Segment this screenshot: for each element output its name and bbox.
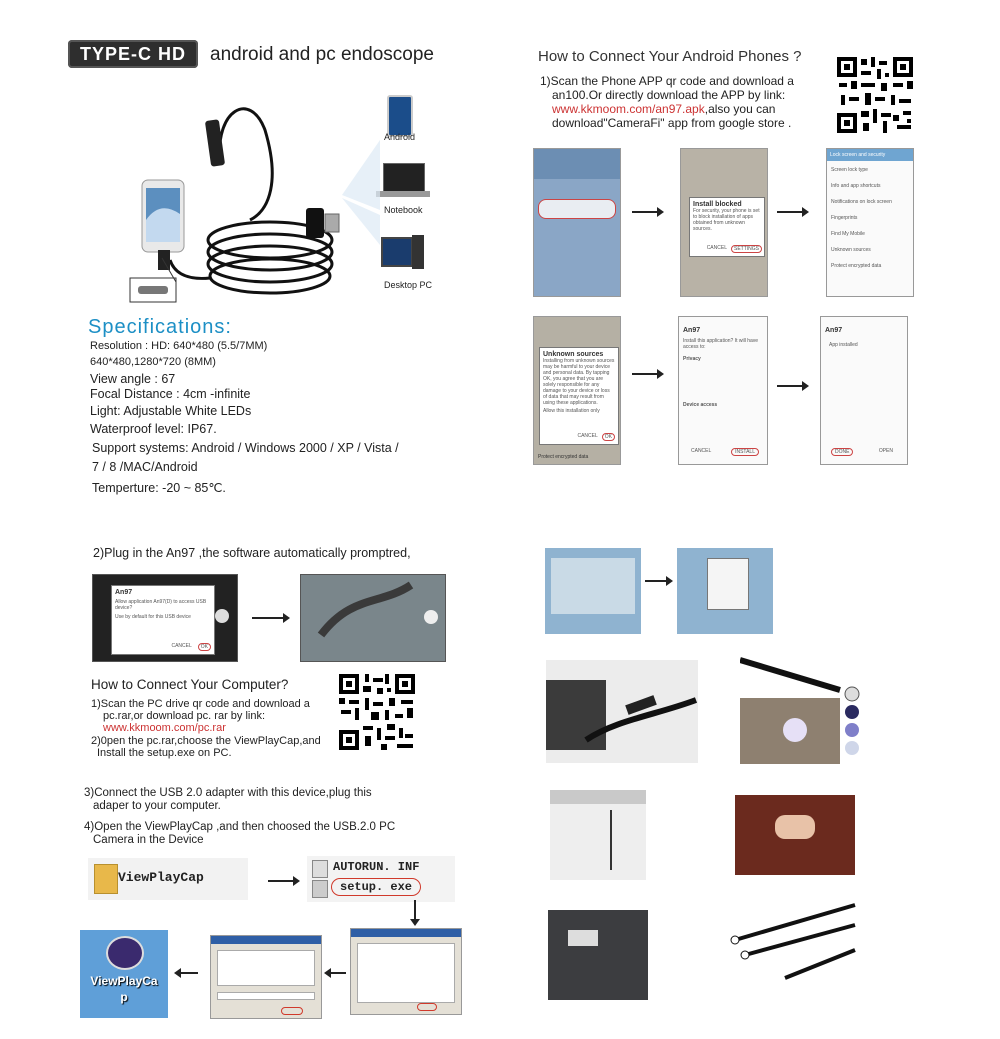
install-blocked-screenshot xyxy=(680,148,768,297)
protect-encrypted-label: Protect encrypted data xyxy=(538,454,589,460)
camera-shutter-icon[interactable] xyxy=(215,609,229,623)
install-cancel[interactable]: CANCEL xyxy=(691,448,712,454)
laptop-lid xyxy=(550,790,646,804)
install-button[interactable]: INSTALL xyxy=(731,448,759,456)
install-blocked-cancel[interactable]: CANCEL xyxy=(706,245,727,251)
unknown-sources-text: Installing from unknown sources may be harmful to your device and personal data. By tapping OK, you agree that you are solely responsible for any damage to your device or loss of data that may result from using these applications. xyxy=(543,358,615,406)
pc-connect-heading: How to Connect Your Computer? xyxy=(91,677,289,692)
spec-view-angle: View angle : 67 xyxy=(90,372,176,386)
arrow-right xyxy=(777,385,803,387)
arrow-right xyxy=(777,211,803,213)
app-installed-text: App installed xyxy=(829,342,858,348)
desktop-label: Desktop PC xyxy=(384,280,433,290)
pc-tower xyxy=(412,235,424,269)
install-question: Install this application? It will have access to: xyxy=(683,338,759,350)
finish-button[interactable] xyxy=(281,1007,303,1015)
pc-step4-line1: 4)Open the ViewPlayCap ,and then choosed the USB.2.0 PC xyxy=(84,821,396,833)
arrow-down xyxy=(414,900,416,920)
window-titlebar xyxy=(211,936,321,944)
pc-step2-line1: 2)0pen the pc.rar,choose the ViewPlayCap,and xyxy=(91,735,321,747)
android-label: Android xyxy=(384,132,416,142)
camera-view-screenshot xyxy=(300,574,446,662)
exe-file-icon xyxy=(312,880,328,898)
unknown-sources-title: Unknown sources xyxy=(543,351,604,358)
usb-ok[interactable]: OK xyxy=(198,643,211,651)
download-notification xyxy=(538,199,616,219)
setting-item-unknown-sources[interactable]: Unknown sources xyxy=(831,247,871,253)
setting-item[interactable]: Notifications on lock screen xyxy=(831,199,892,205)
type-c-hd-badge: TYPE-C HD xyxy=(68,40,198,68)
pc-step4-line2: Camera in the Device xyxy=(93,834,204,846)
setup-wizard-screen-2 xyxy=(210,935,322,1019)
usb-prompt-heading: 2)Plug in the An97 ,the software automatically promptred, xyxy=(93,546,411,560)
setup-exe-file[interactable]: setup. exe xyxy=(331,878,421,896)
spec-resolution-8mm: 640*480,1280*720 (8MM) xyxy=(90,356,216,368)
camera-feed-image xyxy=(301,575,445,661)
notebook-label: Notebook xyxy=(384,205,423,215)
cable-drawing xyxy=(546,660,698,763)
arrow-right xyxy=(252,617,284,619)
android-phone-image xyxy=(387,95,413,137)
usb-c-cable-photo xyxy=(546,660,698,763)
accessories-photo xyxy=(725,900,860,980)
device-menu xyxy=(707,558,749,610)
android-apk-link[interactable]: www.kkmoom.com/an97.apk xyxy=(552,102,705,116)
allow-once-checkbox[interactable]: Allow this installation only xyxy=(543,408,600,414)
desktop-icon-label-line1: ViewPlayCa xyxy=(90,974,158,988)
android-connect-heading: How to Connect Your Android Phones ? xyxy=(538,48,802,65)
pc-step2-line2: Install the setup.exe on PC. xyxy=(97,747,232,759)
specifications-title: Specifications: xyxy=(88,316,232,338)
pc-rar-link[interactable]: www.kkmoom.com/pc.rar xyxy=(103,722,226,734)
next-button[interactable] xyxy=(417,1003,437,1011)
phone-in-hand xyxy=(568,930,598,946)
android-step1-line1: 1)Scan the Phone APP qr code and download a xyxy=(540,74,794,88)
hand-area xyxy=(775,815,815,839)
arrow-right xyxy=(632,373,658,375)
spec-light: Light: Adjustable White LEDs xyxy=(90,404,252,418)
setting-item[interactable]: Find My Mobile xyxy=(831,231,865,237)
install-blocked-settings[interactable]: SETTINGS xyxy=(731,245,762,253)
setting-item[interactable]: Screen lock type xyxy=(831,167,868,173)
endoscope-illustration xyxy=(120,90,350,315)
android-step1-line4: download"CameraFi" app from google store . xyxy=(552,116,792,130)
pc-step3-line1: 3)Connect the USB 2.0 adapter with this device,plug this xyxy=(84,787,372,799)
autorun-inf-file[interactable]: AUTORUN. INF xyxy=(333,860,420,874)
setting-item[interactable]: Protect encrypted data xyxy=(831,263,882,269)
spec-focal-distance: Focal Distance : 4cm -infinite xyxy=(90,387,251,401)
usb-cancel[interactable]: CANCEL xyxy=(171,643,192,649)
license-text-area xyxy=(357,943,455,1003)
usb-default-checkbox[interactable]: Use by default for this USB device xyxy=(115,614,191,620)
device-access-section: Device access xyxy=(683,402,718,408)
usb-dialog-app: An97 xyxy=(115,589,133,596)
lens-drawing xyxy=(740,650,870,765)
setting-item[interactable]: Fingerprints xyxy=(831,215,858,221)
file-list-area xyxy=(217,950,315,986)
viewplaycap-folder-item[interactable] xyxy=(88,858,248,900)
pc-step1-line1: 1)Scan the PC drive qr code and download a xyxy=(91,698,310,710)
viewplaycap-app-icon xyxy=(106,936,144,970)
installed-app-name: An97 xyxy=(825,327,843,334)
android-step1-line2: an100.Or directly download the APP by link: xyxy=(552,88,786,102)
inf-file-icon xyxy=(312,860,328,878)
notification-shade-screenshot xyxy=(533,148,621,297)
lock-screen-title: Lock screen and security xyxy=(827,149,913,161)
unknown-sources-screenshot xyxy=(533,316,621,465)
window-titlebar xyxy=(351,929,461,937)
folder-label: ViewPlayCap xyxy=(118,870,204,885)
spec-support-systems: Support systems: Android / Windows 2000 / XP / Vista / xyxy=(92,441,399,455)
unknown-sources-cancel[interactable]: CANCEL xyxy=(577,433,598,439)
usb-dialog-text: Allow application An97(D) to access USB device? xyxy=(115,599,207,611)
probe-line xyxy=(610,810,612,870)
installer-files-list xyxy=(307,856,455,902)
spec-temperature: Temperture: -20 ~ 85℃. xyxy=(92,481,226,495)
install-permissions-screenshot xyxy=(678,316,768,465)
pc-step1-line2: pc.rar,or download pc. rar by link: xyxy=(103,710,266,722)
install-blocked-text: For security, your phone is set to block installation of apps obtained from unknown sources. xyxy=(693,208,760,232)
arrow-right xyxy=(645,580,667,582)
android-step1-also: ,also you can xyxy=(704,102,776,116)
arrow-left xyxy=(180,972,198,974)
folder-icon xyxy=(94,864,118,894)
app-installed-screenshot xyxy=(820,316,908,465)
arrow-left xyxy=(330,972,346,974)
open-button[interactable]: OPEN xyxy=(878,448,893,454)
arrow-right xyxy=(632,211,658,213)
lock-screen-settings-screenshot xyxy=(826,148,914,297)
arrow-right xyxy=(268,880,294,882)
software-menu-photo xyxy=(677,548,773,634)
android-app-qr-code xyxy=(835,55,915,135)
android-step1-line3 xyxy=(552,102,775,116)
accessories-drawing xyxy=(725,900,860,980)
unknown-sources-ok[interactable]: OK xyxy=(602,433,615,441)
connection-lines xyxy=(340,120,390,260)
privacy-section: Privacy xyxy=(683,356,701,362)
laptop-endoscope-photo xyxy=(545,548,641,634)
drain-inspection-photo xyxy=(548,910,648,1000)
desktop-shortcut[interactable] xyxy=(80,930,168,1018)
spec-resolution: Resolution : HD: 640*480 (5.5/7MM) xyxy=(90,340,268,352)
desktop-icon-label-line2: p xyxy=(120,990,128,1004)
laptop-screen-area xyxy=(551,558,635,614)
install-app-name: An97 xyxy=(683,327,701,334)
product-subtitle: android and pc endoscope xyxy=(210,44,434,65)
led-lens-photo xyxy=(740,650,870,765)
install-blocked-title: Install blocked xyxy=(693,201,742,208)
setup-wizard-screen-1 xyxy=(350,928,462,1015)
floor-inspection-photo xyxy=(735,795,855,875)
spec-support-systems-cont: 7 / 8 /MAC/Android xyxy=(92,460,198,474)
setting-item[interactable]: Info and app shortcuts xyxy=(831,183,881,189)
pc-driver-qr-code xyxy=(337,672,417,752)
spec-waterproof: Waterproof level: IP67. xyxy=(90,422,217,436)
pc-step3-line2: adaper to your computer. xyxy=(93,800,221,812)
done-button[interactable]: DONE xyxy=(831,448,853,456)
install-path-field[interactable] xyxy=(217,992,315,1000)
usb-permission-screenshot xyxy=(92,574,238,662)
laptop-probe-photo xyxy=(550,790,646,880)
